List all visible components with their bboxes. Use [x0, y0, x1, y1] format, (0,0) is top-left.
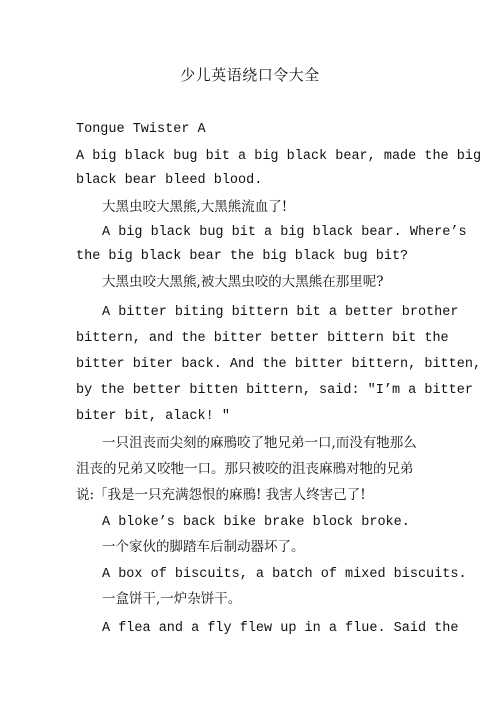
text-line: A bloke’s back bike brake block broke.	[102, 515, 410, 530]
text-line: A big black bug bit a big black bear. Where’s	[102, 225, 467, 240]
text-line: 说:「我是一只充满怨恨的麻鳽! 我害人终害己了!	[76, 487, 366, 503]
text-line: 大黑虫咬大黑熊,大黑熊流血了!	[102, 199, 288, 215]
text-line: A big black bug bit a big black bear, made the big	[76, 149, 482, 164]
text-line: A bitter biting bittern bit a better brother	[102, 305, 459, 320]
text-line: 一个家伙的脚踏车后制动器坏了。	[102, 539, 305, 555]
text-line: 一盒饼干,一炉杂饼干。	[102, 591, 242, 607]
text-line: 沮丧的兄弟又咬牠一口。那只被咬的沮丧麻鳽对牠的兄弟	[76, 461, 414, 477]
section-heading: Tongue Twister A	[76, 122, 206, 137]
text-line: A box of biscuits, a batch of mixed biscuits.	[102, 567, 467, 582]
text-line: black bear bleed blood.	[76, 173, 263, 188]
text-line: bittern, and the bitter better bittern bit the	[76, 331, 449, 346]
text-line: the big black bear the big black bug bit?	[76, 249, 409, 264]
text-line: by the better bitten bittern, said: "I’m a bitter	[76, 383, 473, 398]
text-line: bitter biter back. And the bitter bittern, bitten,	[76, 357, 482, 372]
text-line: 一只沮丧而尖刻的麻鳽咬了牠兄弟一口,而没有牠那么	[102, 435, 417, 451]
page-title: 少儿英语绕口令大全	[180, 66, 320, 84]
text-line: biter bit, alack! "	[76, 409, 230, 424]
text-line: A flea and a fly flew up in a flue. Said the	[102, 621, 459, 636]
text-line: 大黑虫咬大黑熊,被大黑虫咬的大黑熊在那里呢?	[102, 274, 384, 290]
